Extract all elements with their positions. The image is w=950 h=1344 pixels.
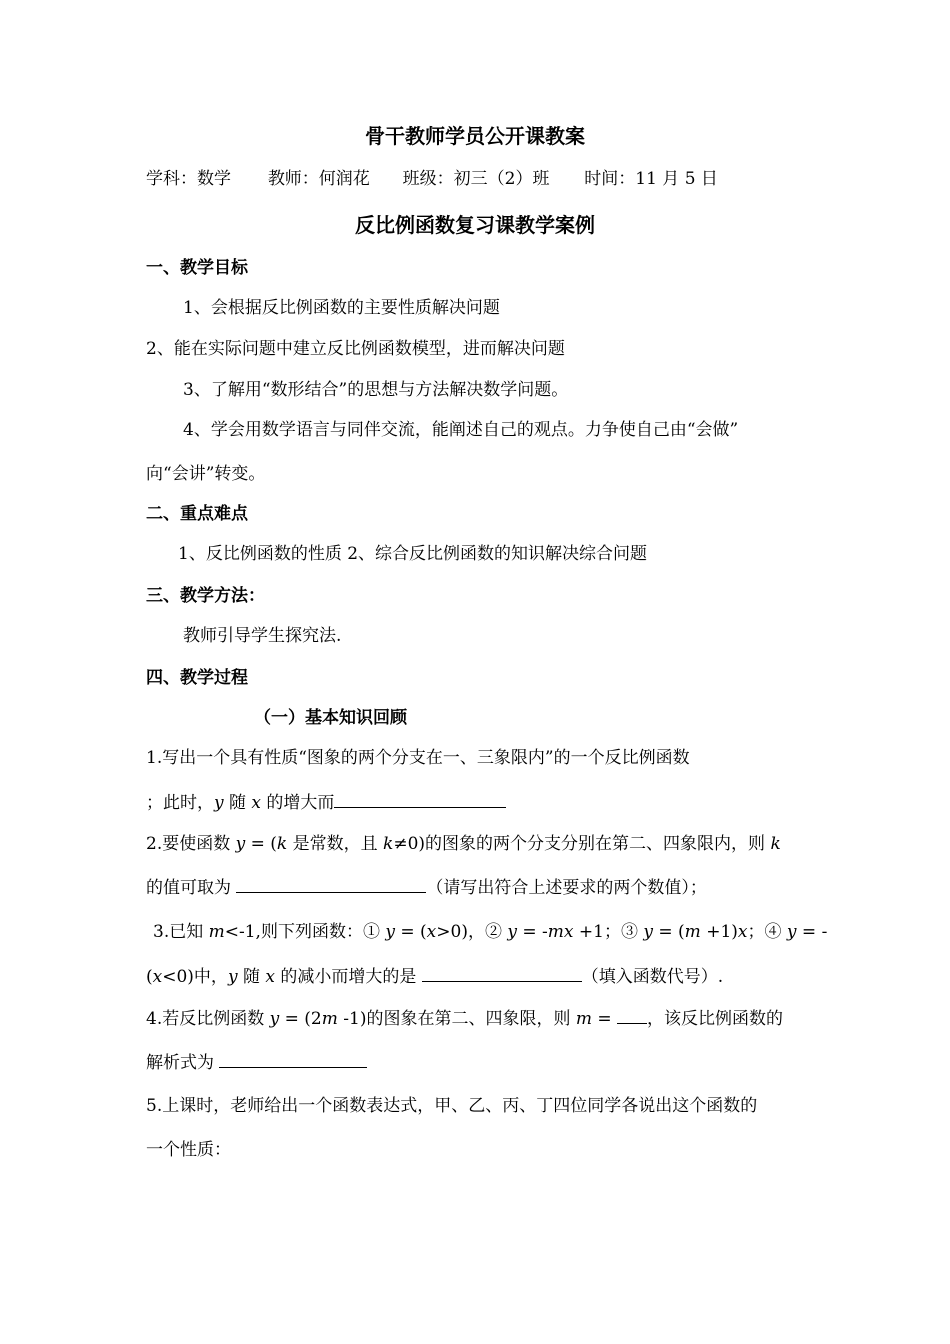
method-text: 教师引导学生探究法. xyxy=(183,626,342,646)
question-5-line2: 一个性质： xyxy=(146,1140,231,1160)
goal-1: 1、会根据反比例函数的主要性质解决问题 xyxy=(183,298,500,318)
goal-3: 3、了解用“数形结合”的思想与方法解决数学问题。 xyxy=(183,380,569,400)
section-heading-key-points: 二、重点难点 xyxy=(146,504,248,524)
answer-blank xyxy=(617,1007,647,1024)
document-title: 骨干教师学员公开课教案 xyxy=(365,124,585,148)
section-heading-goals: 一、教学目标 xyxy=(146,258,248,278)
question-4-line1: 4.若反比例函数 y = (2m -1)的图象在第二、四象限，则 m = ，该反比例函数的 xyxy=(146,1009,784,1029)
question-4-line2: 解析式为 xyxy=(146,1051,367,1075)
answer-blank xyxy=(236,876,426,893)
section-heading-process: 四、教学过程 xyxy=(146,668,248,688)
section-heading-method: 三、教学方法： xyxy=(146,586,265,606)
subsection-review: （一）基本知识回顾 xyxy=(254,708,407,728)
lesson-title: 反比例函数复习课教学案例 xyxy=(355,213,595,237)
question-1-line2: ；此时，y 随 x 的增大而 xyxy=(146,791,506,815)
question-5-line1: 5.上课时，老师给出一个函数表达式，甲、乙、丙、丁四位同学各说出这个函数的 xyxy=(146,1096,758,1116)
goal-2: 2、能在实际问题中建立反比例函数模型，进而解决问题 xyxy=(146,339,565,359)
lesson-info xyxy=(146,167,718,191)
class-info: 班级：初三（2）班 xyxy=(402,169,550,189)
teacher-info: 教师：何润花 xyxy=(267,169,370,189)
time-info: 时间：11 月 5 日 xyxy=(584,169,718,189)
answer-blank xyxy=(219,1051,367,1068)
question-3-line2: (x<0)中，y 随 x 的减小而增大的是 （填入函数代号）. xyxy=(146,967,724,987)
answer-blank xyxy=(334,791,506,808)
goal-4-line1: 4、学会用数学语言与同伴交流，能阐述自己的观点。力争使自己由“会做” xyxy=(183,420,739,440)
question-2-line1: 2.要使函数 y = (k 是常数，且 k≠0)的图象的两个分支分别在第二、四象限内，则 k xyxy=(146,834,781,854)
answer-blank xyxy=(422,965,582,982)
question-2-line2: 的值可取为 （请写出符合上述要求的两个数值）； xyxy=(146,878,707,898)
question-3-line1: 3.已知 m<-1,则下列函数：① y = (x>0)，② y = -mx +1；③ y = (m +1)x；④ y = - xyxy=(153,922,828,942)
question-1-line1: 1.写出一个具有性质“图象的两个分支在一、三象限内”的一个反比例函数 xyxy=(146,748,690,768)
subject-info: 学科：数学 xyxy=(146,169,231,189)
key-points-text: 1、反比例函数的性质 2、综合反比例函数的知识解决综合问题 xyxy=(178,544,648,564)
goal-4-line2: 向“会讲”转变。 xyxy=(146,464,266,484)
